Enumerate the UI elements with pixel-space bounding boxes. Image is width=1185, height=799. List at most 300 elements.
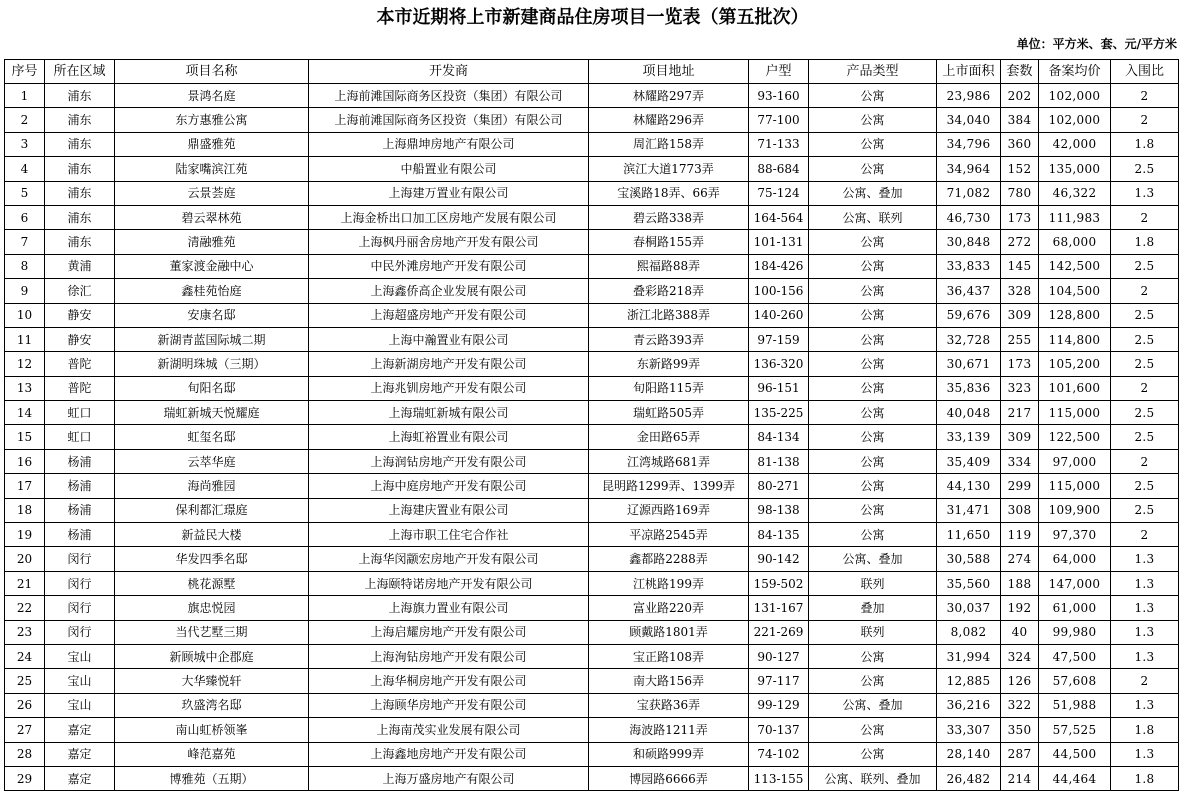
cell-address: 青云路393弄 bbox=[589, 327, 749, 351]
cell-district: 浦东 bbox=[45, 205, 115, 229]
cell-project-name: 虹玺名邸 bbox=[115, 425, 309, 449]
table-row bbox=[5, 644, 1179, 668]
cell-address: 平凉路2545弄 bbox=[589, 523, 749, 547]
cell-avg-price: 115,000 bbox=[1039, 401, 1111, 425]
cell-product-type: 公寓 bbox=[809, 498, 937, 522]
cell-district: 普陀 bbox=[45, 376, 115, 400]
cell-ratio: 1.3 bbox=[1111, 596, 1179, 620]
cell-avg-price: 64,000 bbox=[1039, 547, 1111, 571]
cell-avg-price: 109,900 bbox=[1039, 498, 1111, 522]
cell-developer: 上海中庭房地产开发有限公司 bbox=[309, 474, 589, 498]
cell-address: 旬阳路115弄 bbox=[589, 376, 749, 400]
table-row bbox=[5, 547, 1179, 571]
cell-area: 35,409 bbox=[937, 449, 1001, 473]
cell-product-type: 公寓 bbox=[809, 254, 937, 278]
cell-product-type: 叠加 bbox=[809, 596, 937, 620]
cell-developer: 上海枫丹丽舍房地产开发有限公司 bbox=[309, 230, 589, 254]
cell-ratio: 2.5 bbox=[1111, 401, 1179, 425]
cell-units: 188 bbox=[1001, 571, 1039, 595]
cell-product-type: 公寓、叠加 bbox=[809, 547, 937, 571]
cell-address: 瑞虹路505弄 bbox=[589, 401, 749, 425]
cell-unit-size: 113-155 bbox=[749, 766, 809, 790]
cell-avg-price: 61,000 bbox=[1039, 596, 1111, 620]
cell-developer: 上海虹裕置业有限公司 bbox=[309, 425, 589, 449]
header-cell-district: 所在区域 bbox=[45, 60, 115, 84]
cell-index: 15 bbox=[5, 425, 45, 449]
header-cell-product-type: 产品类型 bbox=[809, 60, 937, 84]
cell-address: 滨江大道1773弄 bbox=[589, 157, 749, 181]
cell-units: 126 bbox=[1001, 669, 1039, 693]
cell-avg-price: 42,000 bbox=[1039, 132, 1111, 156]
cell-units: 192 bbox=[1001, 596, 1039, 620]
table-row bbox=[5, 376, 1179, 400]
table-row bbox=[5, 718, 1179, 742]
cell-product-type: 联列 bbox=[809, 620, 937, 644]
cell-district: 普陀 bbox=[45, 352, 115, 376]
cell-units: 780 bbox=[1001, 181, 1039, 205]
table-row bbox=[5, 620, 1179, 644]
cell-units: 384 bbox=[1001, 108, 1039, 132]
cell-district: 徐汇 bbox=[45, 279, 115, 303]
cell-project-name: 东方惠雅公寓 bbox=[115, 108, 309, 132]
cell-area: 46,730 bbox=[937, 205, 1001, 229]
cell-address: 浙江北路388弄 bbox=[589, 303, 749, 327]
cell-project-name: 云萃华庭 bbox=[115, 449, 309, 473]
cell-district: 浦东 bbox=[45, 181, 115, 205]
table-row bbox=[5, 181, 1179, 205]
cell-avg-price: 57,525 bbox=[1039, 718, 1111, 742]
cell-avg-price: 104,500 bbox=[1039, 279, 1111, 303]
table-row bbox=[5, 157, 1179, 181]
cell-ratio: 2 bbox=[1111, 449, 1179, 473]
cell-ratio: 2 bbox=[1111, 205, 1179, 229]
cell-product-type: 公寓、叠加 bbox=[809, 181, 937, 205]
cell-unit-size: 90-127 bbox=[749, 644, 809, 668]
page-title: 本市近期将上市新建商品住房项目一览表（第五批次） bbox=[376, 7, 809, 28]
cell-index: 19 bbox=[5, 523, 45, 547]
cell-ratio: 1.3 bbox=[1111, 693, 1179, 717]
cell-area: 30,848 bbox=[937, 230, 1001, 254]
cell-units: 214 bbox=[1001, 766, 1039, 790]
cell-project-name: 云景荟庭 bbox=[115, 181, 309, 205]
cell-product-type: 公寓 bbox=[809, 644, 937, 668]
cell-ratio: 1.3 bbox=[1111, 742, 1179, 766]
cell-avg-price: 101,600 bbox=[1039, 376, 1111, 400]
cell-unit-size: 80-271 bbox=[749, 474, 809, 498]
cell-avg-price: 102,000 bbox=[1039, 108, 1111, 132]
cell-index: 17 bbox=[5, 474, 45, 498]
cell-units: 328 bbox=[1001, 279, 1039, 303]
cell-unit-size: 96-151 bbox=[749, 376, 809, 400]
header-cell-developer: 开发商 bbox=[309, 60, 589, 84]
table-row bbox=[5, 449, 1179, 473]
table-row bbox=[5, 742, 1179, 766]
cell-index: 23 bbox=[5, 620, 45, 644]
cell-units: 202 bbox=[1001, 84, 1039, 108]
cell-developer: 上海前滩国际商务区投资（集团）有限公司 bbox=[309, 108, 589, 132]
cell-developer: 上海华桐房地产开发有限公司 bbox=[309, 669, 589, 693]
cell-product-type: 公寓 bbox=[809, 376, 937, 400]
cell-project-name: 峰范嘉苑 bbox=[115, 742, 309, 766]
cell-unit-size: 164-564 bbox=[749, 205, 809, 229]
cell-project-name: 董家渡金融中心 bbox=[115, 254, 309, 278]
cell-district: 虹口 bbox=[45, 401, 115, 425]
header-cell-avg-price: 备案均价 bbox=[1039, 60, 1111, 84]
cell-index: 29 bbox=[5, 766, 45, 790]
cell-project-name: 当代艺墅三期 bbox=[115, 620, 309, 644]
cell-index: 21 bbox=[5, 571, 45, 595]
table-row bbox=[5, 498, 1179, 522]
cell-project-name: 海尚雅园 bbox=[115, 474, 309, 498]
cell-developer: 上海润钻房地产开发有限公司 bbox=[309, 449, 589, 473]
cell-unit-size: 84-134 bbox=[749, 425, 809, 449]
cell-unit-size: 98-138 bbox=[749, 498, 809, 522]
table-row bbox=[5, 303, 1179, 327]
header-cell-index: 序号 bbox=[5, 60, 45, 84]
cell-index: 14 bbox=[5, 401, 45, 425]
cell-index: 2 bbox=[5, 108, 45, 132]
cell-units: 255 bbox=[1001, 327, 1039, 351]
cell-ratio: 1.8 bbox=[1111, 230, 1179, 254]
cell-product-type: 公寓 bbox=[809, 327, 937, 351]
cell-address: 鑫都路2288弄 bbox=[589, 547, 749, 571]
header-cell-ratio: 入围比 bbox=[1111, 60, 1179, 84]
cell-unit-size: 135-225 bbox=[749, 401, 809, 425]
cell-ratio: 2 bbox=[1111, 523, 1179, 547]
cell-address: 东新路99弄 bbox=[589, 352, 749, 376]
cell-product-type: 公寓 bbox=[809, 279, 937, 303]
table-row bbox=[5, 352, 1179, 376]
cell-area: 30,671 bbox=[937, 352, 1001, 376]
cell-developer: 上海建庆置业有限公司 bbox=[309, 498, 589, 522]
cell-units: 272 bbox=[1001, 230, 1039, 254]
cell-address: 熙福路88弄 bbox=[589, 254, 749, 278]
cell-unit-size: 84-135 bbox=[749, 523, 809, 547]
cell-project-name: 新益民大楼 bbox=[115, 523, 309, 547]
cell-address: 海波路1211弄 bbox=[589, 718, 749, 742]
cell-project-name: 新顾城中企郡庭 bbox=[115, 644, 309, 668]
cell-unit-size: 93-160 bbox=[749, 84, 809, 108]
cell-avg-price: 97,000 bbox=[1039, 449, 1111, 473]
cell-developer: 上海鑫地房地产开发有限公司 bbox=[309, 742, 589, 766]
cell-address: 春桐路155弄 bbox=[589, 230, 749, 254]
cell-area: 40,048 bbox=[937, 401, 1001, 425]
cell-project-name: 景鸿名庭 bbox=[115, 84, 309, 108]
cell-units: 217 bbox=[1001, 401, 1039, 425]
cell-ratio: 2.5 bbox=[1111, 498, 1179, 522]
cell-ratio: 1.3 bbox=[1111, 181, 1179, 205]
cell-address: 叠彩路218弄 bbox=[589, 279, 749, 303]
cell-project-name: 新湖明珠城（三期） bbox=[115, 352, 309, 376]
cell-district: 浦东 bbox=[45, 230, 115, 254]
cell-developer: 上海鑫侨高企业发展有限公司 bbox=[309, 279, 589, 303]
cell-unit-size: 77-100 bbox=[749, 108, 809, 132]
cell-units: 145 bbox=[1001, 254, 1039, 278]
cell-area: 34,040 bbox=[937, 108, 1001, 132]
cell-index: 18 bbox=[5, 498, 45, 522]
cell-product-type: 公寓 bbox=[809, 84, 937, 108]
cell-ratio: 2 bbox=[1111, 376, 1179, 400]
cell-developer: 上海市职工住宅合作社 bbox=[309, 523, 589, 547]
cell-project-name: 博雅苑（五期） bbox=[115, 766, 309, 790]
cell-project-name: 玖盛湾名邸 bbox=[115, 693, 309, 717]
header-cell-area: 上市面积 bbox=[937, 60, 1001, 84]
cell-units: 350 bbox=[1001, 718, 1039, 742]
cell-project-name: 鼎盛雅苑 bbox=[115, 132, 309, 156]
cell-product-type: 公寓 bbox=[809, 425, 937, 449]
cell-avg-price: 142,500 bbox=[1039, 254, 1111, 278]
cell-product-type: 公寓 bbox=[809, 742, 937, 766]
cell-avg-price: 122,500 bbox=[1039, 425, 1111, 449]
cell-district: 静安 bbox=[45, 327, 115, 351]
cell-product-type: 公寓、叠加 bbox=[809, 693, 937, 717]
cell-index: 26 bbox=[5, 693, 45, 717]
cell-index: 5 bbox=[5, 181, 45, 205]
cell-unit-size: 88-684 bbox=[749, 157, 809, 181]
cell-address: 林耀路296弄 bbox=[589, 108, 749, 132]
cell-index: 3 bbox=[5, 132, 45, 156]
cell-unit-size: 70-137 bbox=[749, 718, 809, 742]
cell-units: 322 bbox=[1001, 693, 1039, 717]
cell-units: 309 bbox=[1001, 425, 1039, 449]
cell-product-type: 公寓 bbox=[809, 230, 937, 254]
cell-ratio: 2.5 bbox=[1111, 327, 1179, 351]
cell-ratio: 2 bbox=[1111, 279, 1179, 303]
cell-project-name: 新湖青蓝国际城二期 bbox=[115, 327, 309, 351]
header-cell-project-name: 项目名称 bbox=[115, 60, 309, 84]
cell-ratio: 2.5 bbox=[1111, 352, 1179, 376]
table-row bbox=[5, 254, 1179, 278]
cell-product-type: 公寓 bbox=[809, 108, 937, 132]
cell-address: 和硕路999弄 bbox=[589, 742, 749, 766]
cell-index: 8 bbox=[5, 254, 45, 278]
table-row bbox=[5, 669, 1179, 693]
cell-unit-size: 97-117 bbox=[749, 669, 809, 693]
cell-project-name: 安康名邸 bbox=[115, 303, 309, 327]
cell-area: 35,560 bbox=[937, 571, 1001, 595]
cell-area: 34,796 bbox=[937, 132, 1001, 156]
cell-address: 顾戴路1801弄 bbox=[589, 620, 749, 644]
cell-address: 江湾城路681弄 bbox=[589, 449, 749, 473]
cell-avg-price: 135,000 bbox=[1039, 157, 1111, 181]
table-row bbox=[5, 401, 1179, 425]
cell-ratio: 2 bbox=[1111, 84, 1179, 108]
cell-developer: 上海金桥出口加工区房地产发展有限公司 bbox=[309, 205, 589, 229]
cell-project-name: 旬阳名邸 bbox=[115, 376, 309, 400]
cell-ratio: 2.5 bbox=[1111, 157, 1179, 181]
cell-district: 宝山 bbox=[45, 693, 115, 717]
cell-developer: 上海颐特诺房地产开发有限公司 bbox=[309, 571, 589, 595]
cell-product-type: 公寓 bbox=[809, 449, 937, 473]
cell-address: 富业路220弄 bbox=[589, 596, 749, 620]
cell-ratio: 2.5 bbox=[1111, 254, 1179, 278]
cell-index: 20 bbox=[5, 547, 45, 571]
cell-index: 1 bbox=[5, 84, 45, 108]
cell-unit-size: 131-167 bbox=[749, 596, 809, 620]
cell-index: 7 bbox=[5, 230, 45, 254]
cell-area: 33,307 bbox=[937, 718, 1001, 742]
cell-units: 274 bbox=[1001, 547, 1039, 571]
cell-unit-size: 81-138 bbox=[749, 449, 809, 473]
cell-avg-price: 115,000 bbox=[1039, 474, 1111, 498]
table-row bbox=[5, 474, 1179, 498]
cell-product-type: 公寓 bbox=[809, 523, 937, 547]
cell-avg-price: 99,980 bbox=[1039, 620, 1111, 644]
cell-avg-price: 47,500 bbox=[1039, 644, 1111, 668]
cell-address: 昆明路1299弄、1399弄 bbox=[589, 474, 749, 498]
cell-units: 299 bbox=[1001, 474, 1039, 498]
cell-units: 360 bbox=[1001, 132, 1039, 156]
cell-unit-size: 221-269 bbox=[749, 620, 809, 644]
cell-developer: 上海前滩国际商务区投资（集团）有限公司 bbox=[309, 84, 589, 108]
cell-district: 虹口 bbox=[45, 425, 115, 449]
cell-project-name: 鑫桂苑怡庭 bbox=[115, 279, 309, 303]
cell-unit-size: 75-124 bbox=[749, 181, 809, 205]
cell-product-type: 公寓 bbox=[809, 303, 937, 327]
cell-developer: 上海万盛房地产有限公司 bbox=[309, 766, 589, 790]
cell-area: 31,471 bbox=[937, 498, 1001, 522]
cell-units: 40 bbox=[1001, 620, 1039, 644]
table-row bbox=[5, 279, 1179, 303]
cell-project-name: 陆家嘴滨江苑 bbox=[115, 157, 309, 181]
cell-developer: 上海顾华房地产开发有限公司 bbox=[309, 693, 589, 717]
cell-address: 江桃路199弄 bbox=[589, 571, 749, 595]
cell-district: 浦东 bbox=[45, 157, 115, 181]
cell-index: 25 bbox=[5, 669, 45, 693]
cell-address: 宝正路108弄 bbox=[589, 644, 749, 668]
cell-product-type: 联列 bbox=[809, 571, 937, 595]
cell-address: 南大路156弄 bbox=[589, 669, 749, 693]
cell-district: 杨浦 bbox=[45, 523, 115, 547]
cell-product-type: 公寓 bbox=[809, 718, 937, 742]
table-row bbox=[5, 523, 1179, 547]
cell-index: 12 bbox=[5, 352, 45, 376]
cell-units: 309 bbox=[1001, 303, 1039, 327]
cell-area: 34,964 bbox=[937, 157, 1001, 181]
cell-avg-price: 114,800 bbox=[1039, 327, 1111, 351]
header-cell-units: 套数 bbox=[1001, 60, 1039, 84]
cell-address: 博园路6666弄 bbox=[589, 766, 749, 790]
cell-address: 宝溪路18弄、66弄 bbox=[589, 181, 749, 205]
cell-units: 324 bbox=[1001, 644, 1039, 668]
cell-address: 辽源西路169弄 bbox=[589, 498, 749, 522]
cell-index: 24 bbox=[5, 644, 45, 668]
cell-district: 杨浦 bbox=[45, 498, 115, 522]
cell-project-name: 大华臻悦轩 bbox=[115, 669, 309, 693]
cell-unit-size: 97-159 bbox=[749, 327, 809, 351]
cell-ratio: 2.5 bbox=[1111, 474, 1179, 498]
cell-avg-price: 128,800 bbox=[1039, 303, 1111, 327]
cell-address: 宝获路36弄 bbox=[589, 693, 749, 717]
cell-avg-price: 102,000 bbox=[1039, 84, 1111, 108]
cell-product-type: 公寓 bbox=[809, 669, 937, 693]
cell-district: 浦东 bbox=[45, 108, 115, 132]
cell-developer: 上海新湖房地产开发有限公司 bbox=[309, 352, 589, 376]
cell-index: 9 bbox=[5, 279, 45, 303]
cell-product-type: 公寓 bbox=[809, 401, 937, 425]
cell-developer: 上海旗力置业有限公司 bbox=[309, 596, 589, 620]
cell-unit-size: 100-156 bbox=[749, 279, 809, 303]
cell-ratio: 1.3 bbox=[1111, 644, 1179, 668]
cell-district: 闵行 bbox=[45, 596, 115, 620]
cell-district: 浦东 bbox=[45, 132, 115, 156]
cell-area: 32,728 bbox=[937, 327, 1001, 351]
cell-product-type: 公寓 bbox=[809, 352, 937, 376]
cell-area: 23,986 bbox=[937, 84, 1001, 108]
cell-index: 27 bbox=[5, 718, 45, 742]
table-body bbox=[5, 84, 1179, 791]
table-row bbox=[5, 230, 1179, 254]
cell-project-name: 碧云翠林苑 bbox=[115, 205, 309, 229]
cell-units: 308 bbox=[1001, 498, 1039, 522]
cell-address: 周汇路158弄 bbox=[589, 132, 749, 156]
cell-developer: 上海瑞虹新城有限公司 bbox=[309, 401, 589, 425]
cell-units: 119 bbox=[1001, 523, 1039, 547]
cell-area: 33,139 bbox=[937, 425, 1001, 449]
cell-avg-price: 44,464 bbox=[1039, 766, 1111, 790]
cell-avg-price: 147,000 bbox=[1039, 571, 1111, 595]
cell-district: 闵行 bbox=[45, 571, 115, 595]
cell-developer: 上海超盛房地产开发有限公司 bbox=[309, 303, 589, 327]
header-cell-address: 项目地址 bbox=[589, 60, 749, 84]
cell-avg-price: 51,988 bbox=[1039, 693, 1111, 717]
cell-unit-size: 140-260 bbox=[749, 303, 809, 327]
table-row bbox=[5, 327, 1179, 351]
cell-avg-price: 44,500 bbox=[1039, 742, 1111, 766]
cell-product-type: 公寓、联列 bbox=[809, 205, 937, 229]
cell-address: 林耀路297弄 bbox=[589, 84, 749, 108]
table-row bbox=[5, 425, 1179, 449]
cell-units: 287 bbox=[1001, 742, 1039, 766]
cell-developer: 上海鼎坤房地产有限公司 bbox=[309, 132, 589, 156]
cell-product-type: 公寓 bbox=[809, 157, 937, 181]
header-cell-unit-size: 户型 bbox=[749, 60, 809, 84]
cell-district: 宝山 bbox=[45, 644, 115, 668]
cell-project-name: 桃花源墅 bbox=[115, 571, 309, 595]
cell-unit-size: 90-142 bbox=[749, 547, 809, 571]
cell-units: 323 bbox=[1001, 376, 1039, 400]
cell-units: 334 bbox=[1001, 449, 1039, 473]
table-row bbox=[5, 596, 1179, 620]
cell-project-name: 清融雅苑 bbox=[115, 230, 309, 254]
cell-area: 12,885 bbox=[937, 669, 1001, 693]
cell-avg-price: 105,200 bbox=[1039, 352, 1111, 376]
cell-ratio: 1.8 bbox=[1111, 718, 1179, 742]
cell-index: 10 bbox=[5, 303, 45, 327]
table-row bbox=[5, 571, 1179, 595]
cell-project-name: 保利都汇璟庭 bbox=[115, 498, 309, 522]
cell-ratio: 2 bbox=[1111, 108, 1179, 132]
cell-area: 11,650 bbox=[937, 523, 1001, 547]
cell-district: 宝山 bbox=[45, 669, 115, 693]
cell-product-type: 公寓 bbox=[809, 474, 937, 498]
cell-area: 35,836 bbox=[937, 376, 1001, 400]
cell-units: 152 bbox=[1001, 157, 1039, 181]
cell-unit-size: 71-133 bbox=[749, 132, 809, 156]
cell-index: 28 bbox=[5, 742, 45, 766]
cell-product-type: 公寓、联列、叠加 bbox=[809, 766, 937, 790]
cell-developer: 上海华闵颛宏房地产开发有限公司 bbox=[309, 547, 589, 571]
cell-area: 28,140 bbox=[937, 742, 1001, 766]
table-row bbox=[5, 132, 1179, 156]
cell-address: 碧云路338弄 bbox=[589, 205, 749, 229]
cell-index: 13 bbox=[5, 376, 45, 400]
project-table bbox=[4, 59, 1179, 791]
table-row bbox=[5, 84, 1179, 108]
cell-project-name: 南山虹桥领峯 bbox=[115, 718, 309, 742]
cell-avg-price: 111,983 bbox=[1039, 205, 1111, 229]
unit-note: 单位：平方米、套、元/平方米 bbox=[1016, 37, 1177, 51]
